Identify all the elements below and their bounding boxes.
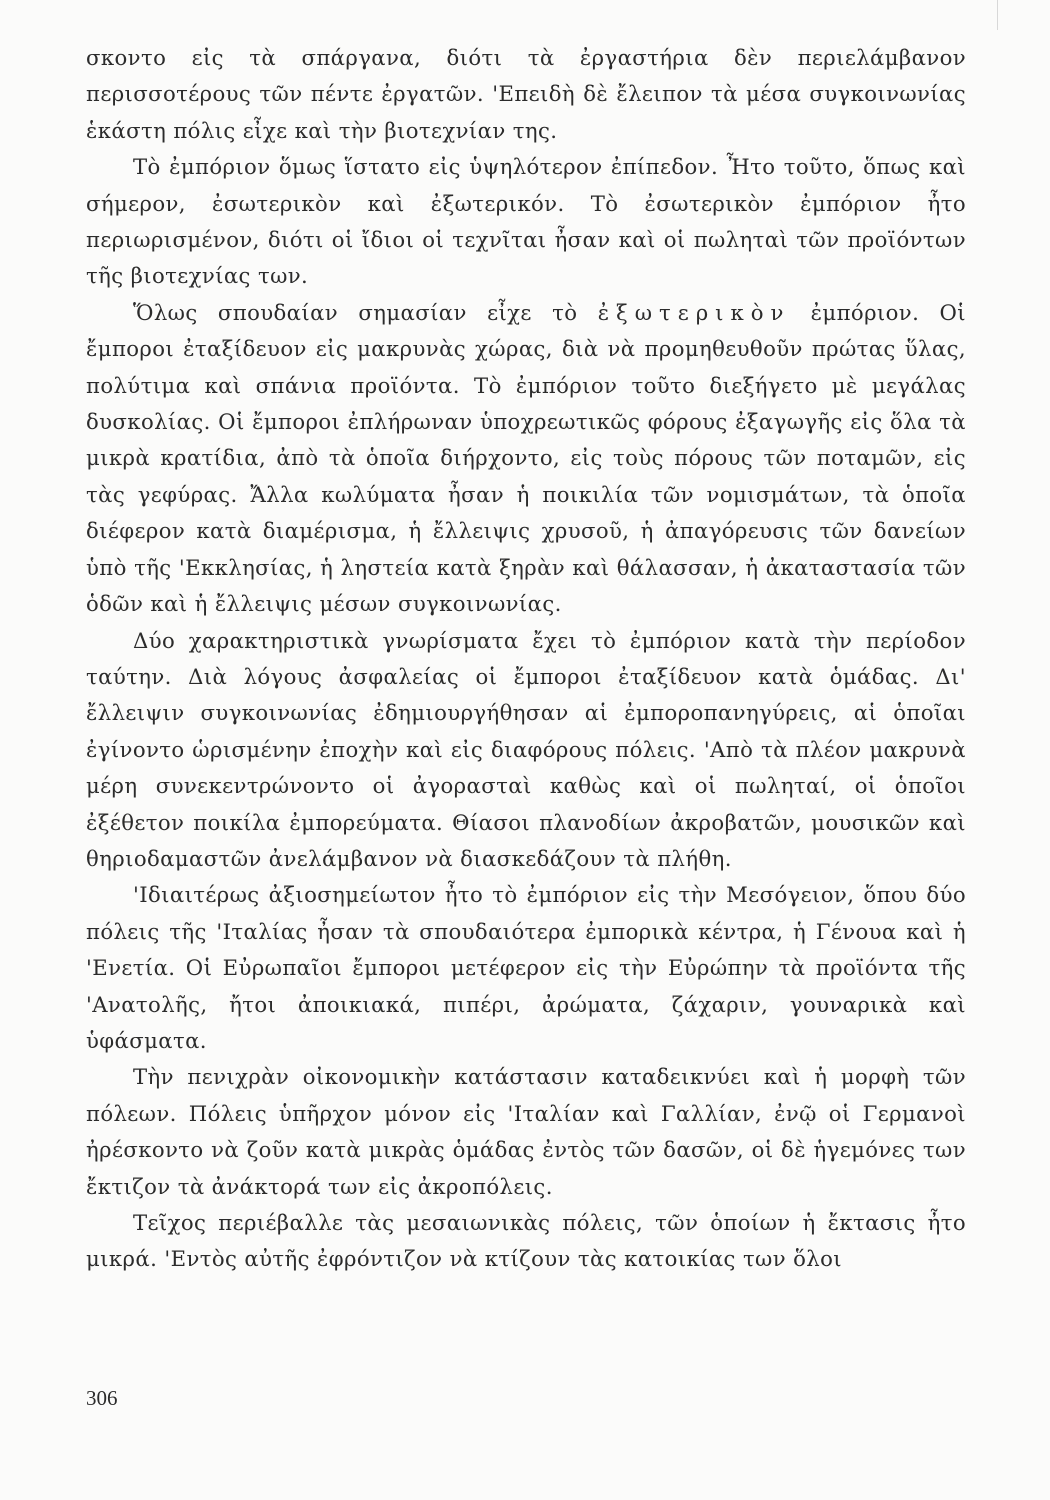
paragraph-cities: Τὴν πενιχρὰν οἰκονομικὴν κατάστασιν καταδεικνύει καὶ ἡ μορφὴ τῶν πόλεων. Πόλεις ὑπῆρχον μόνον εἰς 'Ιταλίαν καὶ Γαλλίαν, ἐνῷ οἱ Γερμανοὶ ἠρέσκοντο νὰ ζοῦν κατὰ μικρὰς ὁμάδας ἐντὸς τῶν δασῶν, οἱ δὲ ἡγεμόνες των ἔκτιζον τὰ ἀνάκτορά των εἰς ἀκροπόλεις.	[86, 1064, 966, 1199]
spaced-emphasis-word: ἐξωτερικὸν	[597, 299, 791, 325]
paragraph-external-trade	[86, 295, 966, 623]
paragraph-external-trade-start: Ὅλως σπουδαίαν σημασίαν εἶχε τὸ	[133, 299, 598, 325]
page-edge-mark	[997, 0, 998, 30]
paragraph-mediterranean: 'Ιδιαιτέρως ἀξιοσημείωτον ἦτο τὸ ἐμπόριον εἰς τὴν Μεσόγειον, ὅπου δύο πόλεις τῆς 'Ιταλίας ἦσαν τὰ σπουδαιότερα ἐμπορικὰ κέντρα, ἡ Γένουα καὶ ἡ 'Ενετία. Οἱ Εὐρωπαῖοι ἔμποροι μετέφερον εἰς τὴν Εὐρώπην τὰ προϊόντα τῆς 'Ανατολῆς, ἤτοι ἀποικιακά, πιπέρι, ἀρώματα, ζάχαριν, γουναρικὰ καὶ ὑφάσματα.	[86, 882, 966, 1053]
paragraph-internal-trade: Τὸ ἐμπόριον ὅμως ἵστατο εἰς ὑψηλότερον ἐπίπεδον. Ἦτο τοῦτο, ὅπως καὶ σήμερον, ἐσωτερικὸν καὶ ἐξωτερικόν. Τὸ ἐσωτερικὸν ἐμπόριον ἦτο περιωρισμένον, διότι οἱ ἴδιοι οἱ τεχνῖται ἦσαν καὶ οἱ πωληταὶ τῶν προϊόντων τῆς βιοτεχνίας των.	[86, 154, 966, 289]
paragraph-trade-features: Δύο χαρακτηριστικὰ γνωρίσματα ἔχει τὸ ἐμπόριον κατὰ τὴν περίοδον ταύτην. Διὰ λόγους ἀσφαλείας οἱ ἔμποροι ἐταξίδευον κατὰ ὁμάδας. Δι' ἔλλειψιν συγκοινωνίας ἐδημιουργήθησαν αἱ ἐμποροπανηγύρεις, αἱ ὁποῖαι ἐγίνοντο ὡρισμένην ἐποχὴν καὶ εἰς διαφόρους πόλεις. 'Απὸ τὰ πλέον μακρυνὰ μέρη συνεκεντρώνοντο οἱ ἀγορασταὶ καθὼς καὶ οἱ πωληταί, οἱ ὁποῖοι ἐξέθετον ποικίλα ἐμπορεύματα. Θίασοι πλανοδίων ἀκροβατῶν, μουσικῶν καὶ θηριοδαμαστῶν ἀνελάμβανον νὰ διασκεδάζουν τὰ πλήθη.	[86, 627, 966, 871]
page-body	[86, 40, 966, 1278]
paragraph-external-trade-rest: ἐμπόριον. Οἱ ἔμποροι ἐταξίδευον εἰς μακρυνὰς χώρας, διὰ νὰ προμηθευθοῦν πρώτας ὕλας, πολύτιμα καὶ σπάνια προϊόντα. Τὸ ἐμπόριον τοῦτο διεξήγετο μὲ μεγάλας δυσκολίας. Οἱ ἔμποροι ἐπλήρωναν ὑποχρεωτικῶς φόρους ἐξαγωγῆς εἰς ὅλα τὰ μικρὰ κρατίδια, ἀπὸ τὰ ὁποῖα διήρχοντο, εἰς τοὺς πόρους τῶν ποταμῶν, εἰς τὰς γεφύρας. Ἄλλα κωλύματα ἦσαν ἡ ποικιλία τῶν νομισμάτων, τὰ ὁποῖα διέφερον κατὰ διαμέρισμα, ἡ ἔλλειψις χρυσοῦ, ἡ ἀπαγόρευσις τῶν δανείων ὑπὸ τῆς 'Εκκλησίας, ἡ ληστεία κατὰ ξηρὰν καὶ θάλασσαν, ἡ ἀκαταστασία τῶν ὁδῶν καὶ ἡ ἔλλειψις μέσων συγκοινωνίας.	[86, 299, 966, 617]
paragraph-walls: Τεῖχος περιέβαλλε τὰς μεσαιωνικὰς πόλεις, τῶν ὁποίων ἡ ἔκτασις ἦτο μικρά. 'Εντὸς αὐτῆς ἐφρόντιζον νὰ κτίζουν τὰς κατοικίας των ὅλοι	[86, 1210, 966, 1272]
paragraph-continued: σκοντο εἰς τὰ σπάργανα, διότι τὰ ἐργαστήρια δὲν περιελάμβανον περισσοτέρους τῶν πέντε ἐργατῶν. 'Επειδὴ δὲ ἔλειπον τὰ μέσα συγκοινωνίας ἑκάστη πόλις εἶχε καὶ τὴν βιοτεχνίαν της.	[86, 45, 966, 143]
page-number: 306	[86, 1386, 118, 1410]
